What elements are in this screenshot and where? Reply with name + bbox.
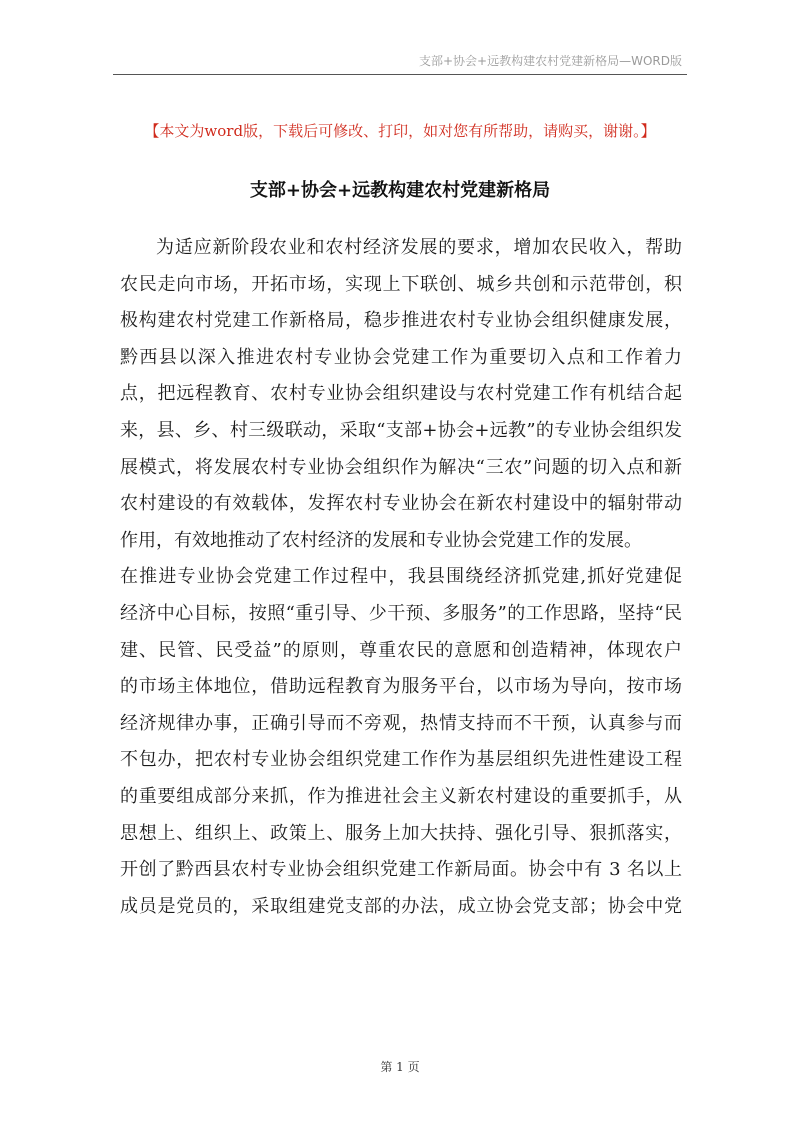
body-line: 经济规律办事，正确引导而不旁观，热情支持而不干预，认真参与而 <box>120 712 682 734</box>
body-line: 极构建农村党建工作新格局，稳步推进农村专业协会组织健康发展， <box>120 310 682 332</box>
body-line: 作用，有效地推动了农村经济的发展和专业协会党建工作的发展。 <box>120 529 642 551</box>
body-line: 思想上、组织上、政策上、服务上加大扶持、强化引导、狠抓落实， <box>120 822 682 844</box>
body-line: 为适应新阶段农业和农村经济发展的要求，增加农民收入，帮助 <box>156 237 682 258</box>
header-divider <box>113 74 687 75</box>
body-line: 在推进专业协会党建工作过程中，我县围绕经济抓党建,抓好党建促 <box>120 566 682 588</box>
running-header: 支部+协会+远教构建农村党建新格局—WORD版 <box>419 54 682 68</box>
body-line: 开创了黔西县农村专业协会组织党建工作新局面。协会中有 3 名以上 <box>120 859 682 881</box>
body-line: 农村建设的有效载体，发挥农村专业协会在新农村建设中的辐射带动 <box>120 493 682 515</box>
body-line: 农民走向市场，开拓市场，实现上下联创、城乡共创和示范带创，积 <box>120 273 682 295</box>
body-line: 展模式，将发展农村专业协会组织作为解决“三农”问题的切入点和新 <box>120 456 682 478</box>
purchase-notice: 【本文为word版，下载后可修改、打印，如对您有所帮助，请购买，谢谢。】 <box>144 122 656 140</box>
body-line: 点，把远程教育、农村专业协会组织建设与农村党建工作有机结合起 <box>120 383 682 405</box>
body-line: 的重要组成部分来抓，作为推进社会主义新农村建设的重要抓手，从 <box>120 785 682 807</box>
body-line: 来，县、乡、村三级联动，采取“支部+协会+远教”的专业协会组织发 <box>120 419 682 441</box>
body-line: 黔西县以深入推进农村专业协会党建工作为重要切入点和工作着力 <box>120 346 682 368</box>
body-line: 的市场主体地位，借助远程教育为服务平台，以市场为导向，按市场 <box>120 676 682 698</box>
body-line: 成员是党员的，采取组建党支部的办法，成立协会党支部；协会中党 <box>120 895 682 917</box>
body-line: 不包办，把农村专业协会组织党建工作作为基层组织先进性建设工程 <box>120 749 682 771</box>
document-body <box>120 230 682 925</box>
body-line: 建、民管、民受益”的原则，尊重农民的意愿和创造精神，体现农户 <box>120 639 682 661</box>
page-number: 第 1 页 <box>380 1060 420 1074</box>
document-title: 支部+协会+远教构建农村党建新格局 <box>249 180 551 201</box>
body-line: 经济中心目标，按照“重引导、少干预、多服务”的工作思路，坚持“民 <box>120 602 682 624</box>
